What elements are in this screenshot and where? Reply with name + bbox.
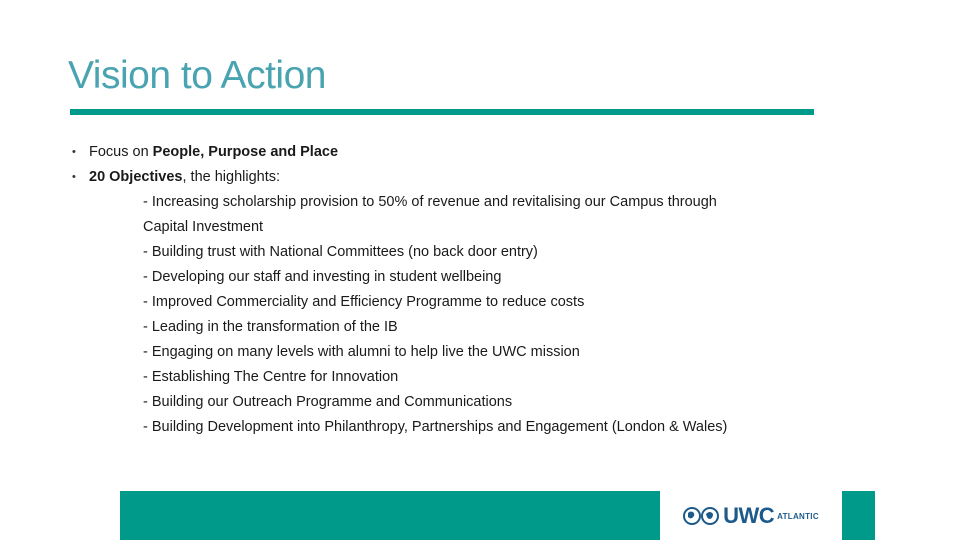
bullet-dot: • [72,146,76,158]
bullet-text-bold: People, Purpose and Place [152,144,339,160]
highlight-item: - Leading in the transformation of the IB [143,319,398,335]
logo-subtitle: ATLANTIC [777,512,819,521]
uwc-atlantic-logo [660,491,842,540]
bullet-item-focus [70,140,743,165]
logo-wordmark: UWC [723,502,775,528]
highlight-item: - Developing our staff and investing in student wellbeing [143,269,502,285]
highlight-item: - Establishing The Centre for Innovation [143,369,399,385]
globe-icon [683,506,719,526]
slide-title: Vision to Action [68,54,326,97]
highlight-item: - Engaging on many levels with alumni to help live the UWC mission [143,344,580,360]
highlight-item: - Increasing scholarship provision to 50% of revenue and revitalising our Campus through Capital Investment [143,194,717,235]
bullet-text-bold: 20 Objectives [89,169,183,185]
highlights-list [89,190,743,440]
title-underline [70,109,814,115]
bullet-text-prefix: Focus on [89,144,153,160]
highlight-item: - Building trust with National Committees (no back door entry) [143,244,538,260]
highlight-item: - Improved Commerciality and Efficiency Programme to reduce costs [143,294,585,310]
highlight-item: - Building Development into Philanthropy, Partnerships and Engagement (London & Wales) [143,419,728,435]
bullet-dot: • [72,171,76,183]
bullet-text-suffix: , the highlights: [182,169,281,185]
bullet-list [70,140,743,440]
bullet-item-objectives [70,165,743,440]
highlight-item: - Building our Outreach Programme and Communications [143,394,513,410]
